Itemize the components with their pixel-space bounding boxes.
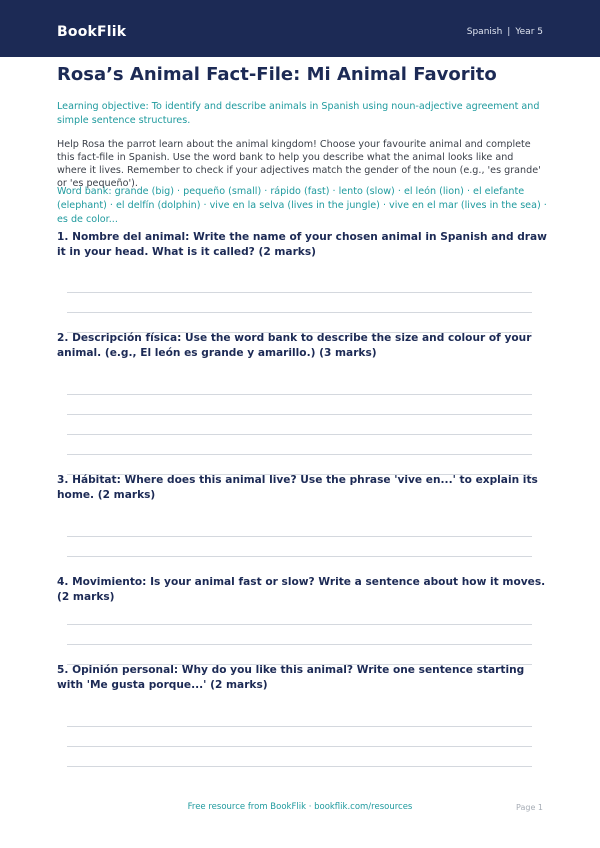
answer-line-2c[interactable] bbox=[67, 434, 532, 435]
answer-line-2a[interactable] bbox=[67, 394, 532, 395]
question-3: 3. Hábitat: Where does this animal live? Use the phrase 'vive en...' to explain its home. (2 marks) bbox=[57, 474, 538, 501]
intro-text: Help Rosa the parrot learn about the animal kingdom! Choose your favourite animal and complete this fact-file in Spanish. Use the word bank to help you describe what the animal looks like and where it lives. Remember to check if your adjectives match the gender of the noun (e.g., 'es grande' or 'es pequeño'). bbox=[57, 139, 541, 189]
learning-objective: Learning objective: To identify and describe animals in Spanish using noun-adjective agreement and simple sentence structures. bbox=[57, 101, 540, 126]
question-2: 2. Descripción física: Use the word bank to describe the size and colour of your animal. (e.g., El león es grande y amarillo.) (3 marks) bbox=[57, 332, 532, 359]
page-header bbox=[0, 0, 600, 57]
answer-line-5a[interactable] bbox=[67, 726, 532, 727]
year-label: Year 5 bbox=[515, 27, 543, 37]
answer-line-2d[interactable] bbox=[67, 454, 532, 455]
header-meta bbox=[467, 27, 543, 37]
answer-line-1b[interactable] bbox=[67, 312, 532, 313]
answer-line-4b[interactable] bbox=[67, 644, 532, 645]
question-1: 1. Nombre del animal: Write the name of your chosen animal in Spanish and draw it in your head. What is it called? (2 marks) bbox=[57, 231, 547, 258]
meta-separator: | bbox=[507, 27, 511, 37]
answer-line-1a[interactable] bbox=[67, 292, 532, 293]
answer-line-3b[interactable] bbox=[67, 556, 532, 557]
footer-credit: Free resource from BookFlik · bookflik.com/resources bbox=[187, 802, 413, 812]
answer-line-5c[interactable] bbox=[67, 766, 532, 767]
answer-line-4a[interactable] bbox=[67, 624, 532, 625]
answer-line-3a[interactable] bbox=[67, 536, 532, 537]
subject-label: Spanish bbox=[466, 27, 503, 37]
page-number: Page 1 bbox=[516, 803, 543, 812]
brand-logo: BookFlik bbox=[57, 24, 127, 40]
answer-line-5b[interactable] bbox=[67, 746, 532, 747]
page-title: Rosa’s Animal Fact-File: Mi Animal Favorito bbox=[57, 64, 497, 85]
answer-line-2b[interactable] bbox=[67, 414, 532, 415]
question-5: 5. Opinión personal: Why do you like this animal? Write one sentence starting with 'Me gusta porque...' (2 marks) bbox=[57, 664, 525, 691]
question-4: 4. Movimiento: Is your animal fast or slow? Write a sentence about how it moves. (2 marks) bbox=[57, 576, 546, 603]
word-bank: Word bank: grande (big) · pequeño (small) · rápido (fast) · lento (slow) · el león (lion) · el elefante (elephant) · el delfín (dolphin) · vive en la selva (lives in the jungle) · vive en el mar (lives in the sea) · es de color... bbox=[57, 186, 547, 225]
